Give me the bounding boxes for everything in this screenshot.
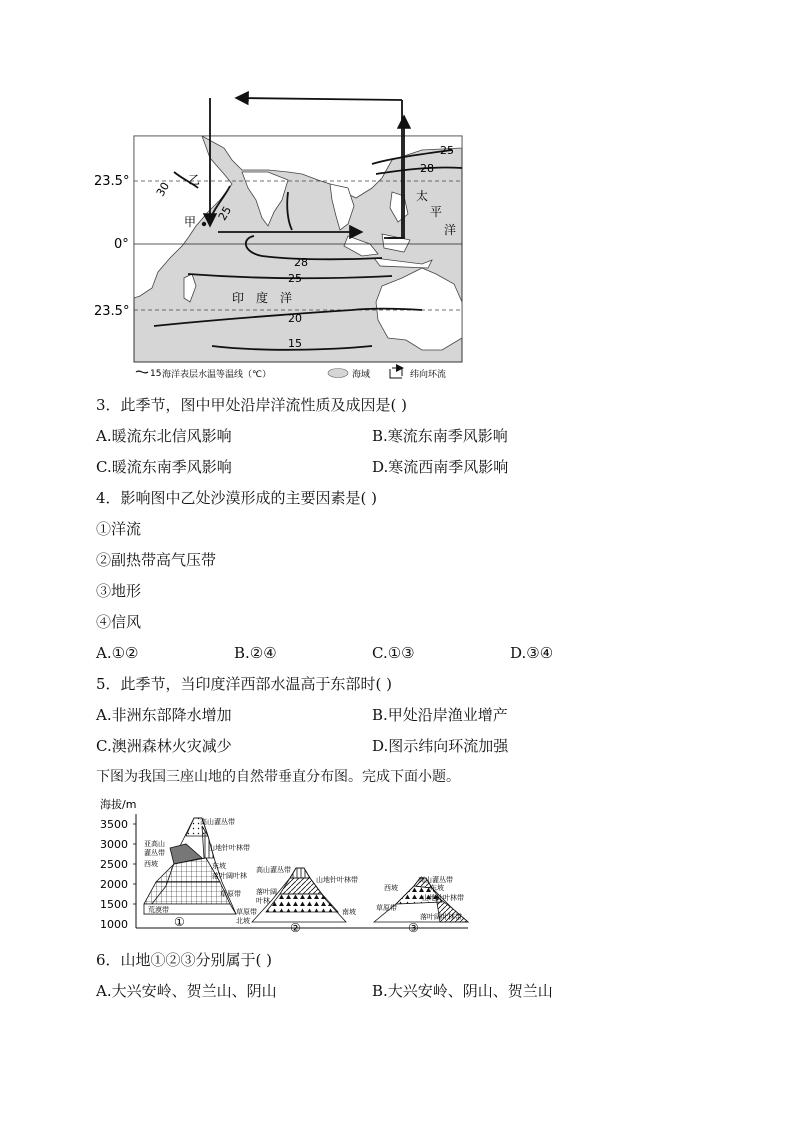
iso-20: 20: [288, 312, 302, 325]
m3-label-west-slope: 西坡: [384, 884, 398, 892]
q3-option-c[interactable]: C.暖流东南季风影响: [96, 458, 232, 476]
map-legend: [136, 368, 446, 380]
question-4-stem: 4．影响图中乙处沙漠形成的主要因素是( ): [96, 489, 378, 507]
q4-option-b[interactable]: B.②④: [234, 644, 277, 662]
m1-label-shrub-belt: 灌丛带: [144, 849, 165, 857]
iso-28-ne: 28: [420, 162, 434, 175]
q6-option-b[interactable]: B.大兴安岭、阴山、贺兰山: [372, 982, 553, 1000]
iso-25-west: 25: [215, 204, 235, 223]
q4-option-a[interactable]: A.①②: [96, 644, 139, 662]
m2-label-south-slope: 南坡: [342, 908, 356, 916]
legend-iso-sample: 15: [150, 369, 162, 379]
legend-sea: 海域: [352, 370, 371, 380]
point-jia: [202, 222, 206, 226]
legend-circulation: 纬向环流: [410, 370, 447, 380]
y-tick-1500: 1500: [100, 898, 128, 911]
mountain-vertical-zonation-figure: [96, 796, 476, 942]
m3-label-steppe: 草原带: [376, 904, 397, 912]
y-tick-2000: 2000: [100, 878, 128, 891]
m3-number: ③: [408, 921, 419, 935]
label-yi: 乙: [188, 173, 201, 187]
q3-option-b[interactable]: B.寒流东南季风影响: [372, 427, 508, 445]
q5-option-b[interactable]: B.甲处沿岸渔业增产: [372, 706, 508, 724]
m2-label-steppe: 草原带: [236, 908, 257, 916]
m1-label-east-slope: 东坡: [212, 862, 226, 870]
q4-item-3: ③地形: [96, 582, 142, 600]
lat-label-north: 23.5°: [94, 174, 130, 189]
question-3-stem: 3．此季节，图中甲处沿岸洋流性质及成因是( ): [96, 396, 408, 414]
m1-label-deciduous: 落叶阔叶林: [212, 872, 247, 880]
m1-label-steppe: 草原带: [220, 890, 241, 898]
q4-item-4: ④信风: [96, 613, 142, 631]
q5-option-c[interactable]: C.澳洲森林火灾减少: [96, 737, 232, 755]
iso-25-s: 25: [288, 272, 302, 285]
m2-label-deciduous-1: 落叶阔: [256, 888, 277, 896]
m2-label-alpine-shrub: 高山灌丛带: [256, 866, 291, 874]
m2-label-north-slope: 北坡: [236, 917, 250, 925]
q3-option-d[interactable]: D.寒流西南季风影响: [372, 458, 509, 476]
sea-temperature-map: [92, 88, 472, 386]
lat-label-equator: 0°: [114, 237, 129, 252]
m1-label-alpine-shrub: 高山灌丛带: [200, 818, 235, 826]
iso-25-ne: 25: [440, 144, 454, 157]
y-tick-1000: 1000: [100, 918, 128, 931]
m1-number: ①: [174, 915, 185, 929]
q4-option-c[interactable]: C.①③: [372, 644, 415, 662]
label-pacific-1: 太: [416, 189, 429, 203]
label-pacific-3: 洋: [444, 223, 457, 237]
y-tick-3500: 3500: [100, 818, 128, 831]
q4-item-2: ②副热带高气压带: [96, 551, 217, 569]
q4-option-d[interactable]: D.③④: [510, 644, 554, 662]
label-pacific-2: 平: [430, 205, 443, 219]
m3-label-conifer: 山地针叶林带: [422, 894, 464, 902]
label-jia: 甲: [184, 215, 197, 229]
q4-item-1: ①洋流: [96, 520, 142, 538]
y-tick-3000: 3000: [100, 838, 128, 851]
q5-option-d[interactable]: D.图示纬向环流加强: [372, 737, 509, 755]
lat-label-south: 23.5°: [94, 304, 130, 319]
question-6-stem: 6．山地①②③分别属于( ): [96, 951, 273, 969]
m2-label-deciduous-2: 叶林: [256, 897, 270, 905]
iso-15: 15: [288, 337, 302, 350]
m2-number: ②: [290, 921, 301, 935]
m3-label-deciduous: 落叶阔叶林带: [420, 913, 462, 921]
y-axis-title: 海拔/m: [100, 798, 137, 811]
y-tick-2500: 2500: [100, 858, 128, 871]
mountain-intro-text: 下图为我国三座山地的自然带垂直分布图。完成下面小题。: [96, 769, 460, 785]
iso-30: 30: [153, 180, 173, 199]
m1-label-conifer: 山地针叶林带: [208, 844, 250, 852]
iso-28-eq: 28: [294, 256, 308, 269]
label-indian-ocean: 印 度 洋: [232, 291, 293, 305]
m2-label-conifer: 山地针叶林带: [316, 876, 358, 884]
q3-option-a[interactable]: A.暖流东北信风影响: [96, 427, 232, 445]
m1-label-desert: 荒漠带: [148, 906, 169, 914]
m3-label-east-slope: 东坡: [430, 884, 444, 892]
m1-label-west-slope: 西坡: [144, 860, 158, 868]
question-5-stem: 5．此季节，当印度洋西部水温高于东部时( ): [96, 675, 393, 693]
m1-label-subalpine: 亚高山: [144, 840, 165, 848]
q6-option-a[interactable]: A.大兴安岭、贺兰山、阴山: [96, 982, 277, 1000]
legend-isotherm: 海洋表层水温等温线（℃）: [162, 370, 272, 380]
m3-label-alpine-shrub: 高山灌丛带: [418, 876, 453, 884]
q5-option-a[interactable]: A.非洲东部降水增加: [96, 706, 232, 724]
